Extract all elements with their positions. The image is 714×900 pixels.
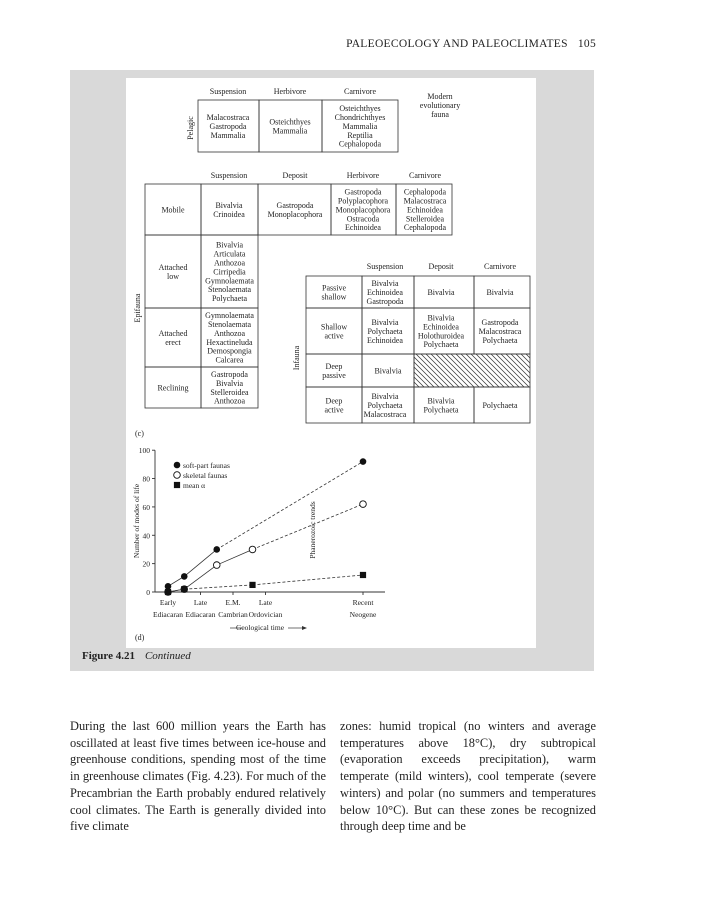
legend-marker xyxy=(174,472,181,479)
infauna-row-label: Deep xyxy=(325,361,343,371)
epifauna-cell-text: Malacostraca xyxy=(403,196,447,206)
y-tick-label: 60 xyxy=(142,502,150,512)
modern-fauna-label: evolutionary xyxy=(419,100,461,110)
x-tick-label: Ediacaran xyxy=(185,610,216,619)
trend-label: Phanerozoic trends xyxy=(308,501,317,559)
pelagic-cell-text: Gastropoda xyxy=(209,121,247,131)
epifauna-cell-text: Polychaeta xyxy=(211,294,248,304)
data-point xyxy=(165,589,171,595)
hatch-line xyxy=(466,354,499,387)
epifauna-cell-text: Echinoidea xyxy=(407,205,443,215)
infauna-cell-text: Malacostraca xyxy=(363,409,407,419)
legend-label: skeletal faunas xyxy=(183,471,228,480)
epifauna-cell-text: Anthozoa xyxy=(213,258,246,268)
data-point xyxy=(360,572,366,578)
hatch-line xyxy=(456,354,489,387)
epifauna-cell-text: Stenolaemata xyxy=(207,285,252,295)
hatch-line xyxy=(441,354,474,387)
infauna-row-label: active xyxy=(324,405,344,415)
data-point xyxy=(360,458,367,465)
epifauna-cell-text: Crinoidea xyxy=(213,209,245,219)
y-tick-label: 80 xyxy=(142,474,150,484)
epifauna-cell-text: Stenolaemata xyxy=(207,319,252,329)
figure-panel xyxy=(126,78,536,648)
epifauna-cell-text: Bivalvia xyxy=(215,378,244,388)
epifauna-cell-text: Echinoidea xyxy=(345,223,381,233)
infauna-cell-text: Polychaeta xyxy=(482,335,518,345)
epifauna-cell-text: Cirripedia xyxy=(213,267,246,277)
hatch-line xyxy=(486,354,519,387)
hatch-line xyxy=(406,354,439,387)
infauna-cell-text: Malacostraca xyxy=(478,326,522,336)
data-point xyxy=(181,573,188,580)
infauna-cell-text: Bivalvia xyxy=(427,396,455,406)
infauna-row-label: passive xyxy=(322,370,346,380)
epifauna-cell-text: Stelleroidea xyxy=(405,214,445,224)
panel-label-d: (d) xyxy=(135,633,145,642)
epifauna-row-label: erect xyxy=(165,337,181,347)
y-tick-label: 40 xyxy=(142,531,150,541)
infauna-row-label: active xyxy=(324,331,344,341)
series-line xyxy=(217,462,363,550)
modern-fauna-label: Modern xyxy=(427,91,453,101)
figure-caption xyxy=(82,650,191,662)
modern-fauna-label: fauna xyxy=(431,109,449,119)
pelagic-cell-text: Mammalia xyxy=(342,121,378,131)
infauna-row-label: Passive xyxy=(322,283,346,293)
x-tick-label: Ediacaran xyxy=(153,610,183,619)
hatch-line xyxy=(521,354,536,387)
x-tick-label: Late xyxy=(193,598,208,607)
legend-marker xyxy=(174,462,181,469)
infauna-cell-text: Polychaeta xyxy=(423,340,459,350)
infauna-cell-text: Polychaeta xyxy=(423,405,459,415)
series-line xyxy=(184,549,217,576)
epifauna-cell-text: Gastropoda xyxy=(211,369,248,379)
infauna-cell-text: Bivalvia xyxy=(427,313,455,323)
series-line xyxy=(253,575,364,585)
epifauna-header: Suspension xyxy=(210,171,248,180)
hatch-line xyxy=(446,354,479,387)
epifauna-cell-text: Gastropoda xyxy=(276,200,314,210)
hatch-line xyxy=(501,354,534,387)
y-axis-label: Number of modes of life xyxy=(132,483,141,559)
data-point xyxy=(213,562,220,569)
epifauna-row-label: Attached xyxy=(158,262,188,272)
epifauna-cell-text: Anthozoa xyxy=(213,396,246,406)
infauna-header: Deposit xyxy=(428,262,454,271)
pelagic-cell-text: Cephalopoda xyxy=(338,139,382,149)
hatch-line xyxy=(481,354,514,387)
pelagic-label: Pelagic xyxy=(186,116,195,140)
pelagic-cell-text: Mammalia xyxy=(210,130,246,140)
figure-svg xyxy=(126,78,536,648)
epifauna-cell-text: Stelleroidea xyxy=(210,387,249,397)
infauna-label: Infauna xyxy=(292,345,301,371)
epifauna-cell-text: Articulata xyxy=(213,249,246,259)
infauna-row-label: Deep xyxy=(325,396,343,406)
series-line xyxy=(184,585,252,589)
infauna-header: Suspension xyxy=(366,262,404,271)
x-tick-label: Neogene xyxy=(349,610,377,619)
y-tick-label: 0 xyxy=(146,588,150,597)
data-point xyxy=(213,546,220,553)
body-column-right: zones: humid tropical (no winters and average temperatures above 18°C), dry subtropical (evaporation exceeds precipitation), warm temperate (mild winters), cool temperate (severe winters) and polar (no summers and temperatures below 10°C). But can these zones be recognized through deep time and be xyxy=(340,719,596,834)
series-line xyxy=(184,565,217,589)
epifauna-row-label: low xyxy=(167,271,179,281)
infauna-cell-text: Polychaeta xyxy=(482,400,518,410)
panel-label-c: (c) xyxy=(135,429,144,438)
infauna-cell-text: Bivalvia xyxy=(371,391,399,401)
caption-label: Figure 4.21 xyxy=(82,650,135,662)
caption-text: Continued xyxy=(144,650,191,662)
epifauna-cell-text: Gastropoda xyxy=(344,187,382,197)
legend-marker xyxy=(174,482,180,488)
epifauna-row-label: Mobile xyxy=(161,205,185,215)
epifauna-row-label: Reclining xyxy=(157,383,189,393)
pelagic-cell-text: Chondrichthyes xyxy=(334,112,386,122)
infauna-cell-text: Echinoidea xyxy=(423,322,459,332)
legend-label: mean α xyxy=(183,481,206,490)
infauna-cell-text: Polychaeta xyxy=(367,400,403,410)
infauna-cell-text: Echinoidea xyxy=(367,287,403,297)
infauna-cell-text: Polychaeta xyxy=(367,326,403,336)
y-tick-label: 20 xyxy=(142,559,150,569)
hatch-line xyxy=(436,354,469,387)
hatch-line xyxy=(461,354,494,387)
hatch-line xyxy=(511,354,536,387)
legend-label: soft-part faunas xyxy=(183,461,230,470)
infauna-cell-text: Bivalvia xyxy=(371,278,399,288)
infauna-cell-text: Gastropoda xyxy=(366,296,404,306)
infauna-cell-text: Gastropoda xyxy=(481,317,519,327)
epifauna-row-label: Attached xyxy=(158,328,188,338)
infauna-row-label: shallow xyxy=(321,292,347,302)
hatch-line xyxy=(471,354,504,387)
infauna-cell-text: Echinoidea xyxy=(367,335,403,345)
pelagic-cell-text: Malacostraca xyxy=(206,112,250,122)
epifauna-cell-text: Bivalvia xyxy=(215,200,243,210)
hatch-line xyxy=(451,354,484,387)
epifauna-cell-text: Anthozoa xyxy=(213,328,246,338)
epifauna-cell-text: Cephalopoda xyxy=(403,223,447,233)
infauna-cell-text: Bivalvia xyxy=(486,287,514,297)
epifauna-header: Herbivore xyxy=(346,171,380,180)
pelagic-cell-text: Osteichthyes xyxy=(269,117,311,127)
y-tick-label: 100 xyxy=(138,446,150,456)
x-tick-label: E.M. xyxy=(225,598,241,607)
hatch-line xyxy=(421,354,454,387)
hatch-line xyxy=(476,354,509,387)
epifauna-cell-text: Monoplacophora xyxy=(267,209,323,219)
pelagic-header: Suspension xyxy=(209,87,247,96)
epifauna-cell-text: Bivalvia xyxy=(215,240,244,250)
data-point xyxy=(181,586,187,592)
body-column-left: During the last 600 million years the Earth has oscillated at least five times between ice-house and greenhouse conditions, spending most of the time in greenhouse climates (Fig. 4.23). For much of the Precambrian the Earth probably endured relatively cool climates. The Earth is generally divided into five climate xyxy=(70,719,326,834)
infauna-cell-text: Holothuroidea xyxy=(417,331,465,341)
x-tick-label: Cambrian xyxy=(218,610,248,619)
hatch-line xyxy=(496,354,529,387)
epifauna-cell-text: Ostracoda xyxy=(346,214,380,224)
page-number: 105 xyxy=(577,38,596,50)
infauna-header: Carnivore xyxy=(484,262,516,271)
x-tick-label: Early xyxy=(159,598,177,607)
data-point xyxy=(249,546,256,553)
x-axis-label: Geological time xyxy=(235,623,285,632)
pelagic-header: Herbivore xyxy=(273,87,307,96)
epifauna-cell-text: Polyplacophora xyxy=(337,196,389,206)
hatch-line xyxy=(416,354,449,387)
epifauna-cell-text: Calcarea xyxy=(215,355,244,365)
infauna-cell-text: Bivalvia xyxy=(374,366,402,376)
infauna-cell-text: Bivalvia xyxy=(371,317,399,327)
series-line xyxy=(217,549,253,565)
x-axis-arrowhead xyxy=(302,626,307,630)
epifauna-cell-text: Monoplacophora xyxy=(335,205,391,215)
x-tick-label: Ordovician xyxy=(248,610,283,619)
epifauna-label: Epifauna xyxy=(133,293,142,323)
epifauna-cell-text: Demospongia xyxy=(207,346,252,356)
pelagic-cell-text: Reptilia xyxy=(347,130,373,140)
infauna-row-label: Shallow xyxy=(320,322,348,332)
hatch-lines xyxy=(381,354,536,387)
hatch-line xyxy=(401,354,434,387)
hatch-line xyxy=(491,354,524,387)
infauna-cell-text: Bivalvia xyxy=(427,287,455,297)
data-point xyxy=(360,501,367,508)
epifauna-cell-text: Gymnolaemata xyxy=(205,276,254,286)
epifauna-header: Deposit xyxy=(282,171,308,180)
data-point xyxy=(249,582,255,588)
x-tick-label: Late xyxy=(258,598,273,607)
pelagic-cell-text: Osteichthyes xyxy=(339,103,381,113)
hatch-line xyxy=(411,354,444,387)
hatch-line xyxy=(431,354,464,387)
pelagic-header: Carnivore xyxy=(344,87,376,96)
pelagic-cell-text: Mammalia xyxy=(272,126,308,136)
hatch-line xyxy=(426,354,459,387)
epifauna-cell-text: Gymnolaemata xyxy=(205,310,254,320)
epifauna-cell-text: Cephalopoda xyxy=(403,187,447,197)
epifauna-header: Carnivore xyxy=(409,171,441,180)
epifauna-cell-text: Hexactineluda xyxy=(206,337,253,347)
x-tick-label: Recent xyxy=(352,598,374,607)
header-title: PALEOECOLOGY AND PALEOCLIMATES xyxy=(346,38,568,50)
running-header xyxy=(346,38,596,50)
